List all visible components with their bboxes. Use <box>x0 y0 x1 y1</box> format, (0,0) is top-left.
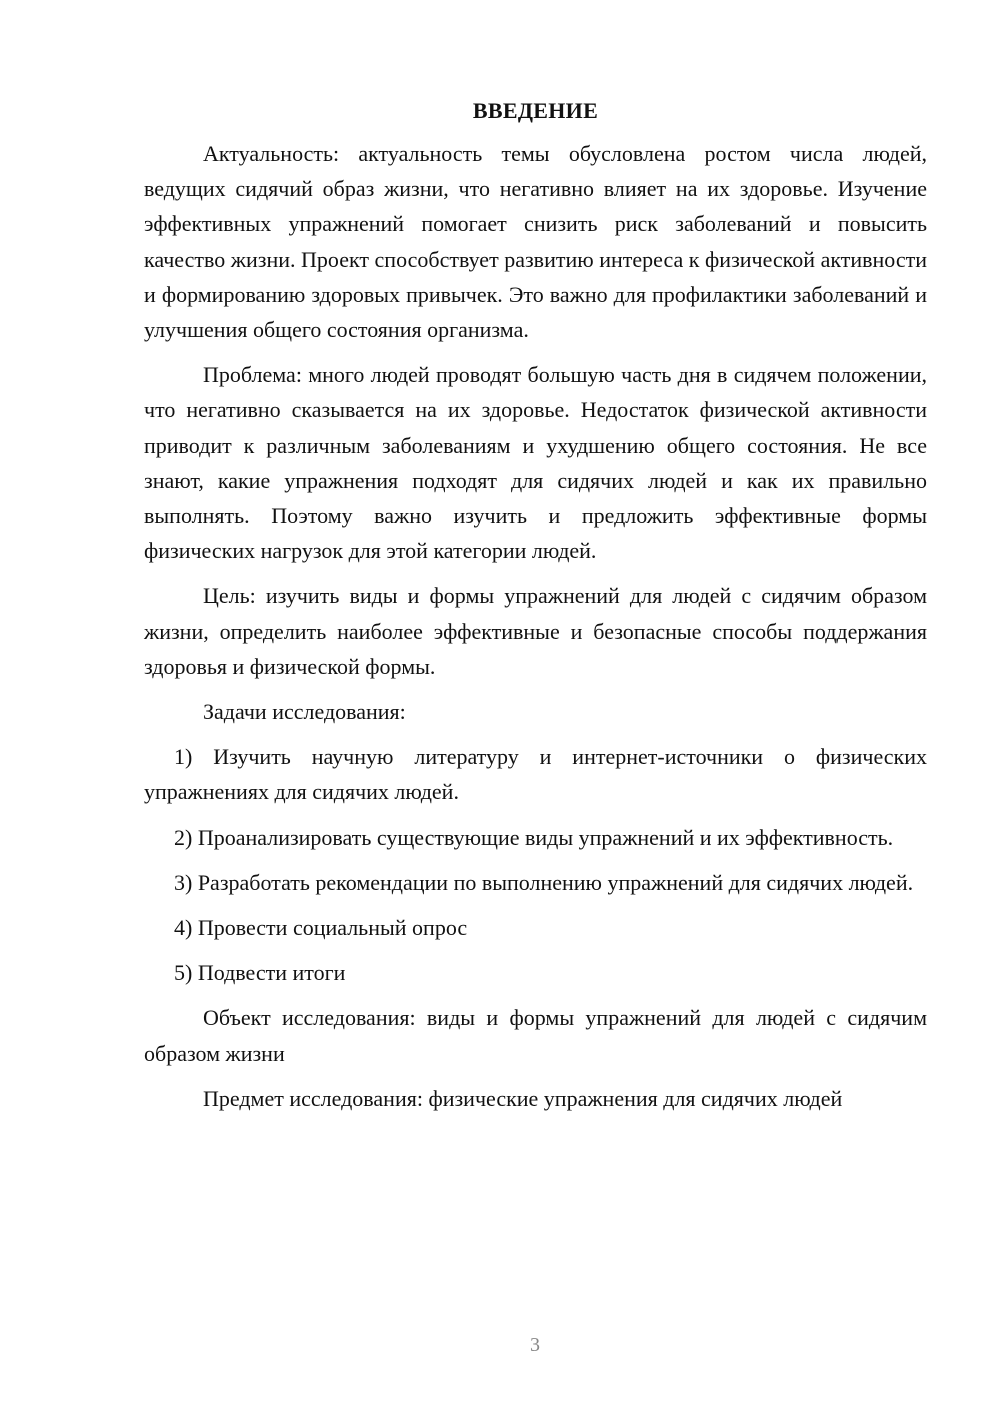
task-item-4: 4) Провести социальный опрос <box>174 915 468 941</box>
research-subject-paragraph: Предмет исследования: физические упражнения для сидячих людей <box>203 1085 843 1111</box>
goal-paragraph: Цель: изучить виды и формы упражнений для людей с сидячим образом жизни, определить наиболее эффективные и безопасные способы поддержания здоровья и физической формы. <box>144 583 927 679</box>
document-page <box>144 96 927 1116</box>
page-number: 3 <box>530 1334 540 1356</box>
task-item-2: 2) Проанализировать существующие виды упражнений и их эффективность. <box>174 824 894 850</box>
task-item-1: 1) Изучить научную литературу и интернет-источники о физических упражнениях для сидячих людей. <box>144 744 927 805</box>
relevance-paragraph: Актуальность: актуальность темы обусловлена ростом числа людей, ведущих сидячий образ жизни, что негативно влияет на их здоровье. Изучение эффективных упражнений помогает снизить риск заболеваний и повысить качество жизни. Проект способствует развитию интереса к физической активности и формированию здоровых привычек. Это важно для профилактики заболеваний и улучшения общего состояния организма. <box>144 141 927 343</box>
task-item-5: 5) Подвести итоги <box>174 960 346 986</box>
task-item-3: 3) Разработать рекомендации по выполнению упражнений для сидячих людей. <box>174 869 914 895</box>
problem-paragraph: Проблема: много людей проводят большую часть дня в сидячем положении, что негативно сказывается на их здоровье. Недостаток физической активности приводит к различным заболеваниям и ухудшению общего состояния. Не все знают, какие упражнения подходят для сидячих людей и как их правильно выполнять. Поэтому важно изучить и предложить эффективные формы физических нагрузок для этой категории людей. <box>144 362 927 564</box>
tasks-title: Задачи исследования: <box>203 699 406 725</box>
section-heading: ВВЕДЕНИЕ <box>472 98 599 123</box>
research-object-paragraph: Объект исследования: виды и формы упражнений для людей с сидячим образом жизни <box>144 1005 927 1066</box>
